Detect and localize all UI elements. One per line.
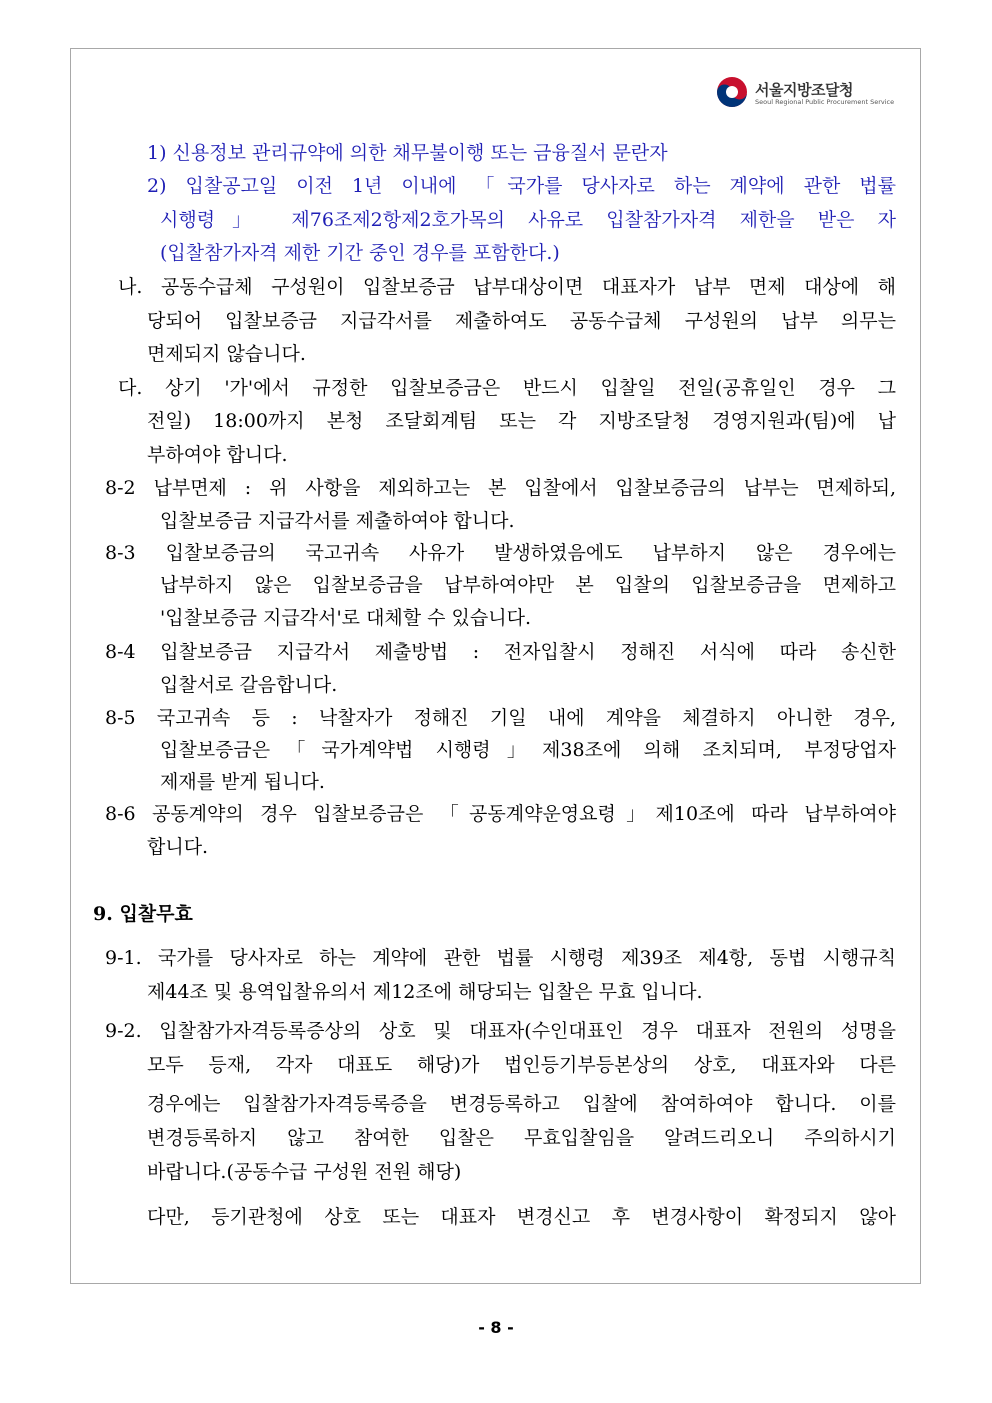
text-line: 납부하지 않은 입찰보증금을 납부하여야만 본 입찰의 입찰보증금을 면제하고: [160, 574, 896, 596]
text-line: 경우에는 입찰참가자격등록증을 변경등록하고 입찰에 참여하여야 합니다. 이를: [147, 1093, 896, 1115]
text-line: 입찰서로 갈음합니다.: [160, 674, 338, 696]
text-line: 나. 공동수급체 구성원이 입찰보증금 납부대상이면 대표자가 납부 면제 대상에 해: [118, 276, 896, 298]
org-name: 서울지방조달청: [755, 81, 853, 99]
text-line: 전일) 18:00까지 본청 조달회계팀 또는 각 지방조달청 경영지원과(팀)에 납: [147, 410, 896, 432]
text-line: 8-6 공동계약의 경우 입찰보증금은 「공동계약운영요령」제10조에 따라 납부하여야: [105, 803, 896, 825]
text-line: 8-2 납부면제 : 위 사항을 제외하고는 본 입찰에서 입찰보증금의 납부는 면제하되,: [105, 477, 896, 499]
text-line: 9-2. 입찰참가자격등록증상의 상호 및 대표자(수인대표인 경우 대표자 전원의 성명을: [105, 1020, 896, 1042]
text-line: 8-5 국고귀속 등 : 낙찰자가 정해진 기일 내에 계약을 체결하지 아니한 경우,: [105, 707, 896, 729]
org-subtitle: Seoul Regional Public Procurement Service: [755, 98, 895, 106]
text-line: 바랍니다.(공동수급 구성원 전원 해당): [147, 1161, 462, 1183]
text-line: 9-1. 국가를 당사자로 하는 계약에 관한 법률 시행령 제39조 제4항, 동법 시행규칙: [105, 947, 896, 969]
text-line: 모두 등재, 각자 대표도 해당)가 법인등기부등본상의 상호, 대표자와 다른: [147, 1054, 896, 1076]
text-line: 8-4 입찰보증금 지급각서 제출방법 : 전자입찰시 정해진 서식에 따라 송신한: [105, 641, 896, 663]
text-line: 제재를 받게 됩니다.: [160, 771, 325, 793]
text-line: 합니다.: [147, 836, 209, 858]
text-line: 면제되지 않습니다.: [147, 343, 306, 365]
page-number: - 8 -: [478, 1318, 514, 1337]
text-line: 입찰보증금은「국가계약법 시행령」제38조에 의해 조치되며, 부정당업자: [160, 739, 896, 761]
text-line: 입찰보증금 지급각서를 제출하여야 합니다.: [160, 510, 515, 532]
text-line: 시행령」 제76조제2항제2호가목의 사유로 입찰참가자격 제한을 받은 자: [160, 209, 896, 231]
text-line: (입찰참가자격 제한 기간 중인 경우를 포함한다.): [160, 242, 560, 264]
text-line: 1) 신용정보 관리규약에 의한 채무불이행 또는 금융질서 문란자: [147, 142, 668, 164]
text-line: 제44조 및 용역입찰유의서 제12조에 해당되는 입찰은 무효 입니다.: [147, 981, 703, 1003]
text-line: 다. 상기 '가'에서 규정한 입찰보증금은 반드시 입찰일 전일(공휴일인 경우 그: [118, 377, 896, 399]
section-heading: 9. 입찰무효: [93, 903, 193, 925]
text-line: '입찰보증금 지급각서'로 대체할 수 있습니다.: [160, 607, 532, 629]
text-line: 다만, 등기관청에 상호 또는 대표자 변경신고 후 변경사항이 확정되지 않아: [147, 1206, 896, 1228]
text-line: 변경등록하지 않고 참여한 입찰은 무효입찰임을 알려드리오니 주의하시기: [147, 1127, 896, 1149]
org-logo: [716, 76, 896, 112]
text-line: 부하여야 합니다.: [147, 444, 288, 466]
text-line: 2) 입찰공고일 이전 1년 이내에 「국가를 당사자로 하는 계약에 관한 법률: [147, 175, 896, 197]
text-line: 당되어 입찰보증금 지급각서를 제출하여도 공동수급체 구성원의 납부 의무는: [147, 310, 896, 332]
text-line: 8-3 입찰보증금의 국고귀속 사유가 발생하였음에도 납부하지 않은 경우에는: [105, 542, 896, 564]
taegeuk-icon: [716, 76, 748, 108]
